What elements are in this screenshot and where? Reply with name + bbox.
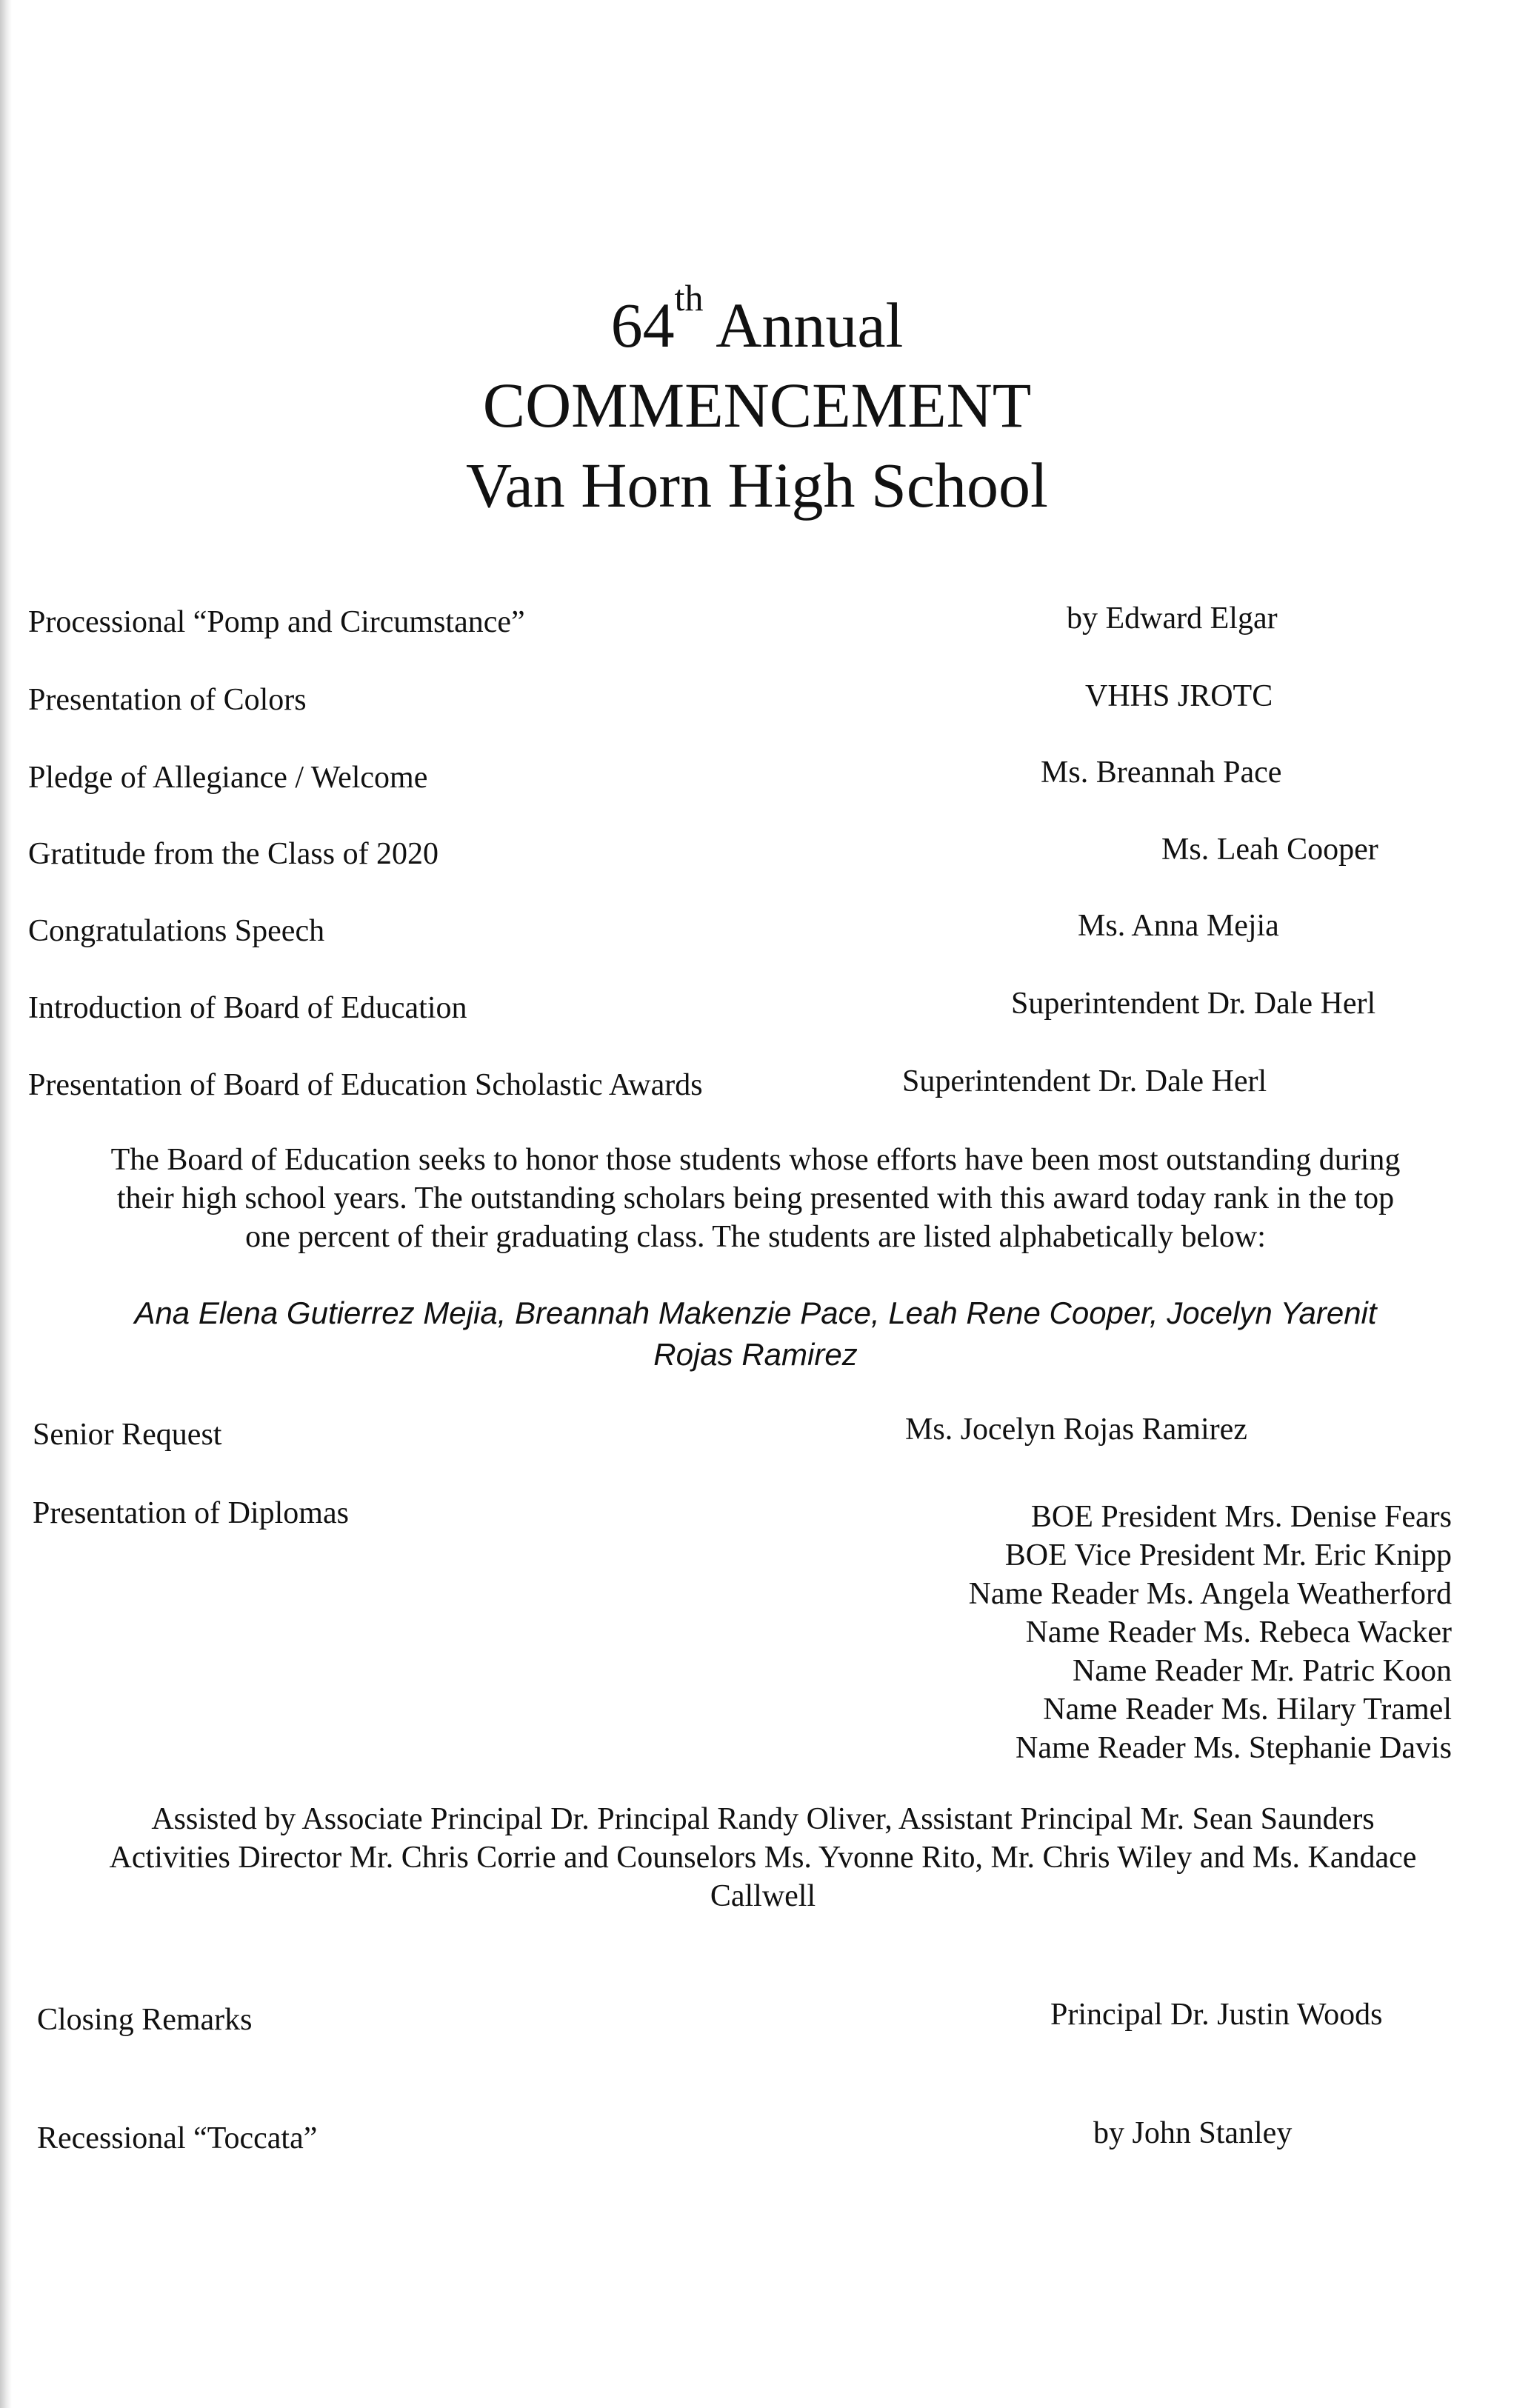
diploma-presenter: Name Reader Ms. Rebeca Wacker [1025, 1615, 1452, 1650]
program-event-diplomas: Presentation of Diplomas [33, 1496, 349, 1530]
program-title [0, 277, 1514, 525]
scholastic-description-line: one percent of their graduating class. The students are listed alphabetically below: [245, 1220, 1266, 1254]
assisted-by-line: Activities Director Mr. Chris Corrie and Counselors Ms. Yvonne Rito, Mr. Chris Wiley and Ms. Kandace [109, 1841, 1417, 1875]
program-presenter-pledge: Ms. Breannah Pace [1041, 756, 1282, 790]
program-event-senior-request: Senior Request [33, 1418, 222, 1452]
scholar-names-line: Rojas Ramirez [653, 1337, 858, 1372]
diploma-presenter: BOE Vice President Mr. Eric Knipp [1004, 1538, 1452, 1572]
program-event-congratulations: Congratulations Speech [28, 914, 325, 948]
title-line-annual [0, 277, 1514, 365]
diploma-presenter: Name Reader Ms. Angela Weatherford [968, 1577, 1452, 1611]
scholastic-description-line: The Board of Education seeks to honor those students whose efforts have been most outstanding during [110, 1143, 1401, 1177]
program-event-recessional: Recessional “Toccata” [37, 2121, 318, 2155]
title-ordinal-number: 64 [610, 290, 675, 361]
assisted-by-paragraph [37, 1800, 1489, 1915]
program-presenter-recessional: by John Stanley [1093, 2116, 1293, 2150]
program-presenter-scholastic-awards: Superintendent Dr. Dale Herl [902, 1064, 1267, 1098]
scholar-names [30, 1293, 1481, 1375]
diploma-presenter: BOE President Mrs. Denise Fears [1030, 1500, 1452, 1534]
program-event-board-intro: Introduction of Board of Education [28, 991, 467, 1025]
title-commencement: COMMENCEMENT [482, 370, 1032, 441]
program-event-closing: Closing Remarks [37, 2003, 253, 2037]
scholastic-description-line: their high school years. The outstanding scholars being presented with this award today rank in the top [116, 1181, 1395, 1215]
diploma-presenter: Name Reader Mr. Patric Koon [1072, 1654, 1452, 1688]
assisted-by-line: Assisted by Associate Principal Dr. Principal Randy Oliver, Assistant Principal Mr. Sean Saunders [151, 1802, 1375, 1836]
program-event-processional: Processional “Pomp and Circumstance” [28, 605, 525, 639]
diploma-presenter: Name Reader Ms. Stephanie Davis [1015, 1731, 1452, 1765]
program-presenter-senior-request: Ms. Jocelyn Rojas Ramirez [905, 1413, 1247, 1447]
title-ordinal-suffix: th [674, 277, 704, 318]
program-event-scholastic-awards: Presentation of Board of Education Scholastic Awards [28, 1068, 703, 1102]
program-presenter-closing: Principal Dr. Justin Woods [1050, 1998, 1383, 2032]
diploma-presenter: Name Reader Ms. Hilary Tramel [1043, 1692, 1452, 1727]
program-event-colors: Presentation of Colors [28, 683, 307, 717]
program-presenter-congratulations: Ms. Anna Mejia [1078, 909, 1279, 943]
program-presenter-processional: by Edward Elgar [1067, 601, 1278, 636]
program-event-pledge: Pledge of Allegiance / Welcome [28, 761, 428, 795]
program-presenter-gratitude: Ms. Leah Cooper [1161, 833, 1378, 867]
program-presenter-colors: VHHS JROTC [1085, 679, 1273, 713]
title-annual: Annual [716, 290, 904, 361]
diploma-presenters [969, 1498, 1452, 1767]
scholar-names-line: Ana Elena Gutierrez Mejia, Breannah Makenzie Pace, Leah Rene Cooper, Jocelyn Yarenit [134, 1295, 1377, 1330]
program-event-gratitude: Gratitude from the Class of 2020 [28, 837, 439, 871]
title-school: Van Horn High School [466, 450, 1048, 521]
program-presenter-board-intro: Superintendent Dr. Dale Herl [1011, 987, 1376, 1021]
assisted-by-line: Callwell [710, 1879, 816, 1913]
scholastic-description [30, 1141, 1481, 1256]
